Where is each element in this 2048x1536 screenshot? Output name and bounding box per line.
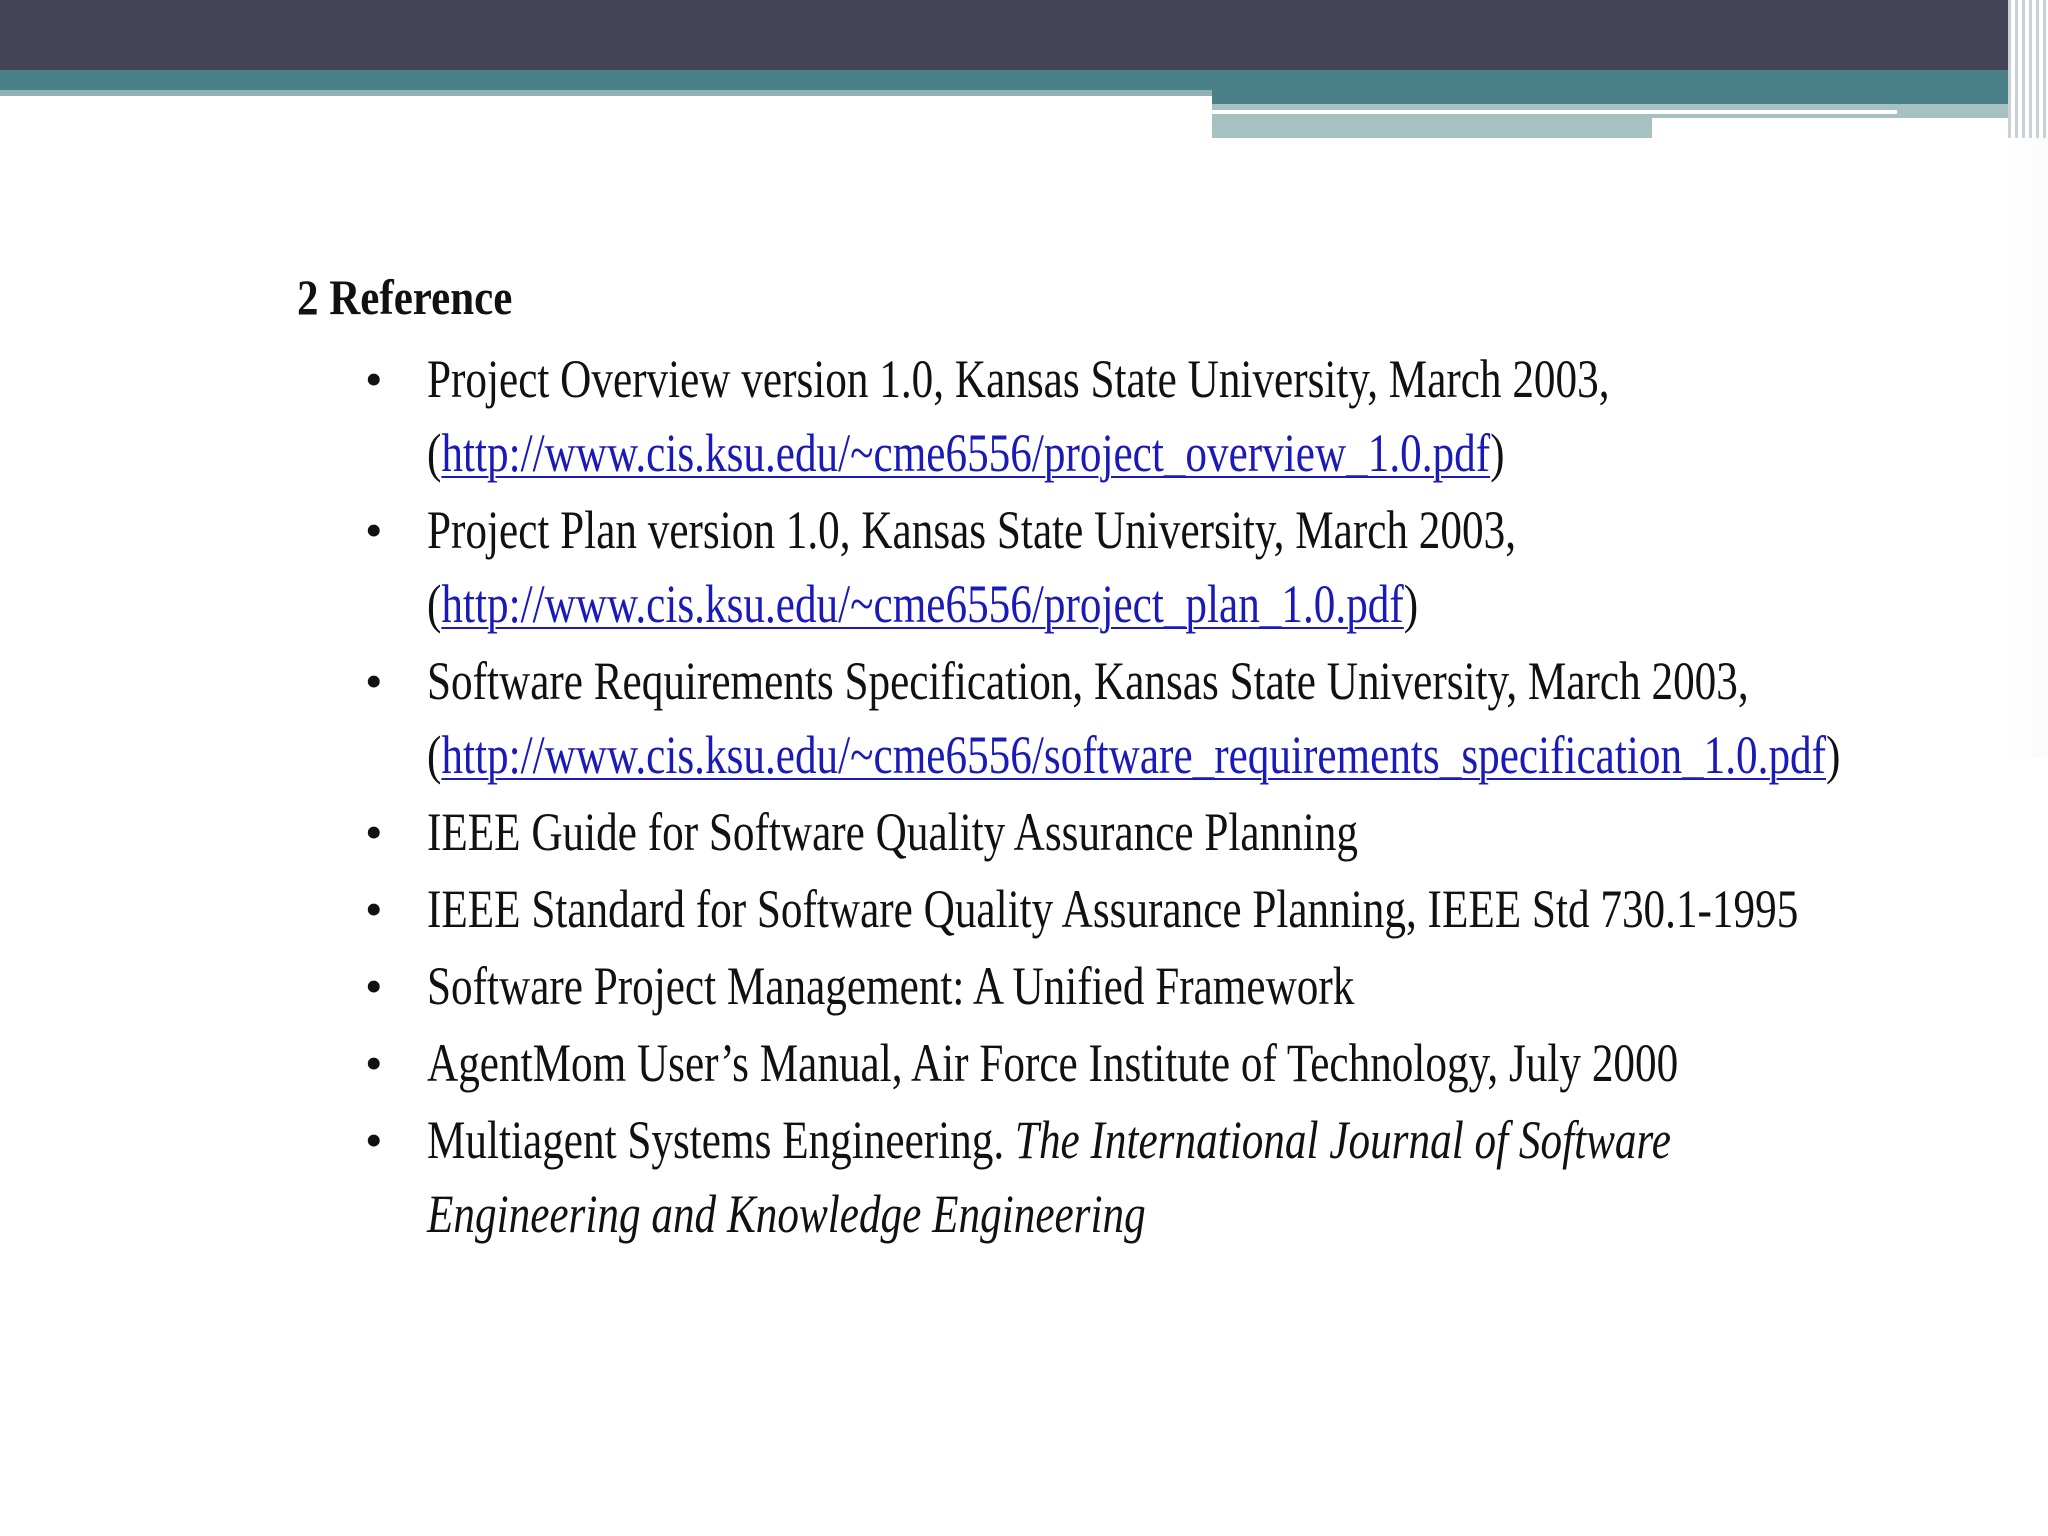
bullet-icon: • <box>365 1035 383 1091</box>
bullet-icon: • <box>365 958 383 1014</box>
edge-lines-decoration <box>2008 0 2048 138</box>
reference-text: Software Requirements Specification, Kansas State University, March 2003, <box>427 651 1749 711</box>
close-paren: ) <box>1403 574 1419 634</box>
reference-text: IEEE Guide for Software Quality Assurance Planning <box>427 802 1358 862</box>
open-paren: ( <box>427 725 442 785</box>
bullet-icon: • <box>365 653 383 709</box>
header-bar-stripe <box>1212 110 1897 114</box>
reference-item <box>297 1026 1797 1100</box>
project-overview-link[interactable]: http://www.cis.ksu.edu/~cme6556/project_overview_1.0.pdf <box>441 423 1491 483</box>
reference-section <box>297 262 1841 1254</box>
reference-text: Project Overview version 1.0, Kansas State University, March 2003, <box>427 349 1610 409</box>
reference-text: AgentMom User’s Manual, Air Force Institute of Technology, July 2000 <box>427 1033 1679 1093</box>
reference-link-line <box>427 567 1523 641</box>
header-bar-teal-right <box>1212 90 2010 104</box>
bullet-icon: • <box>365 881 383 937</box>
edge-fade-decoration <box>2008 138 2048 758</box>
reference-text: Project Plan version 1.0, Kansas State University, March 2003, <box>427 500 1517 560</box>
reference-text: Multiagent Systems Engineering. <box>427 1110 1005 1170</box>
section-heading: 2 Reference <box>297 269 513 325</box>
reference-list <box>297 342 1841 1251</box>
srs-link[interactable]: http://www.cis.ksu.edu/~cme6556/software_requirements_specification_1.0.pdf <box>441 725 1827 785</box>
project-plan-link[interactable]: http://www.cis.ksu.edu/~cme6556/project_plan_1.0.pdf <box>441 574 1404 634</box>
bullet-icon: • <box>365 804 383 860</box>
reference-item <box>297 949 1797 1023</box>
reference-link-line <box>427 718 1841 792</box>
header-bar-light-lower <box>1212 118 1652 138</box>
reference-text: Software Project Management: A Unified Framework <box>427 956 1355 1016</box>
reference-text: IEEE Standard for Software Quality Assurance Planning, IEEE Std 730.1-1995 <box>427 879 1799 939</box>
header-bar-teal <box>0 70 2010 90</box>
reference-text-line <box>427 1103 1671 1177</box>
header-bar-teal-thin <box>0 90 1212 96</box>
header-bar-dark <box>0 0 2010 70</box>
reference-item <box>297 493 1797 641</box>
close-paren: ) <box>1490 423 1505 483</box>
open-paren: ( <box>427 574 442 634</box>
journal-title-continued: Engineering and Knowledge Engineering <box>427 1184 1146 1244</box>
reference-item <box>297 1103 1797 1251</box>
close-paren: ) <box>1826 725 1841 785</box>
reference-item <box>297 872 1797 946</box>
reference-item <box>297 795 1797 869</box>
bullet-icon: • <box>365 502 383 558</box>
bullet-icon: • <box>365 1112 383 1168</box>
journal-title: The International Journal of Software <box>1014 1110 1671 1170</box>
reference-item <box>297 644 1841 792</box>
reference-link-line <box>427 416 1523 490</box>
open-paren: ( <box>427 423 442 483</box>
bullet-icon: • <box>365 351 383 407</box>
reference-item <box>297 342 1797 490</box>
